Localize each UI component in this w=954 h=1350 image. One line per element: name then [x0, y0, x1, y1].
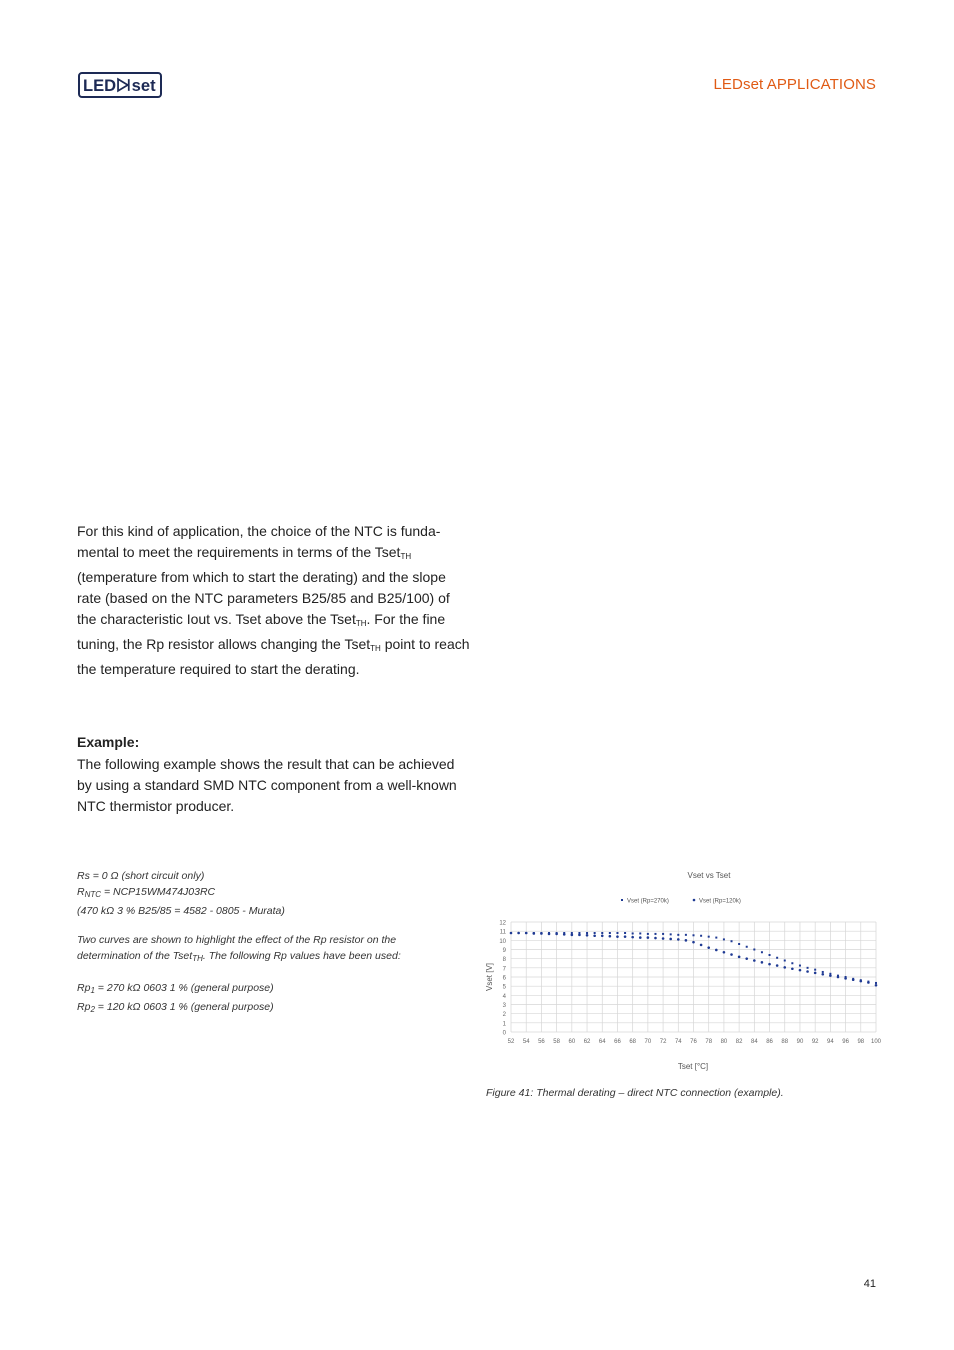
- data-point-rp270k: [586, 932, 588, 934]
- data-point-rp270k: [791, 962, 793, 964]
- y-tick-label: 4: [502, 993, 506, 1000]
- data-point-rp120k: [517, 932, 520, 935]
- ledset-logo-mark: [83, 75, 157, 95]
- subscript: TH: [355, 619, 367, 628]
- y-tick-label: 12: [499, 920, 506, 927]
- data-point-rp120k: [829, 974, 832, 977]
- data-point-rp120k: [631, 936, 634, 939]
- x-tick-label: 98: [857, 1039, 865, 1045]
- note-text: = NCP15WM474J03RC: [101, 886, 216, 898]
- data-point-rp120k: [783, 966, 786, 969]
- note-text: Rp: [77, 1001, 91, 1013]
- page-number: 41: [863, 1278, 876, 1290]
- chart-grid: [511, 922, 876, 1032]
- data-point-rp120k: [533, 932, 536, 935]
- intro-text: (temperature from which to start the derating) and the slope rate (based on the NTC parameters B25/85 and B25/100) of the characteristic Iout vs. Tset above the Tset: [77, 569, 450, 627]
- x-tick-label: 80: [720, 1039, 728, 1045]
- data-point-rp120k: [738, 956, 741, 959]
- data-point-rp120k: [609, 935, 612, 938]
- data-point-rp120k: [540, 932, 543, 935]
- data-point-rp120k: [730, 953, 733, 956]
- subscript: 2: [90, 1005, 95, 1014]
- example-paragraph: The following example shows the result that can be achieved by using a standard SMD NTC component from a well-known NTC thermistor producer.: [77, 756, 457, 814]
- rp1-note: [77, 980, 407, 999]
- x-tick-label: 52: [507, 1039, 515, 1045]
- data-point-rp120k: [563, 933, 566, 936]
- svg-text:set: set: [131, 75, 156, 95]
- data-point-rp270k: [753, 949, 755, 951]
- data-point-rp270k: [875, 982, 877, 984]
- data-point-rp120k: [616, 935, 619, 938]
- rp2-note: [77, 999, 407, 1018]
- x-tick-label: 54: [522, 1039, 530, 1045]
- x-tick-label: 66: [614, 1039, 621, 1045]
- data-point-rp270k: [708, 936, 710, 938]
- data-point-rp120k: [593, 934, 596, 937]
- data-point-rp120k: [647, 936, 650, 939]
- intro-text: point to reach the temperature required to start the derating.: [77, 636, 470, 677]
- y-tick-label: 1: [502, 1021, 506, 1028]
- ledset-logo: [78, 72, 162, 98]
- data-point-rp270k: [784, 960, 786, 962]
- x-tick-label: 58: [553, 1039, 560, 1045]
- example-heading: Example:: [77, 734, 140, 750]
- y-tick-label: 8: [502, 957, 506, 964]
- data-point-rp270k: [769, 954, 771, 956]
- data-point-rp270k: [601, 932, 603, 934]
- intro-paragraph: [77, 521, 472, 680]
- legend-label: Vset (Rp=120k): [699, 898, 741, 905]
- data-point-rp270k: [624, 932, 626, 934]
- data-point-rp120k: [791, 967, 794, 970]
- data-point-rp120k: [685, 939, 688, 942]
- data-point-rp120k: [806, 970, 809, 973]
- data-point-rp120k: [761, 961, 764, 964]
- data-point-rp120k: [571, 934, 574, 937]
- data-point-rp120k: [555, 933, 558, 936]
- rntc-note: [77, 884, 407, 903]
- note-text: = 270 kΩ 0603 1 % (general purpose): [94, 982, 274, 994]
- data-point-rp270k: [632, 932, 634, 934]
- data-point-rp120k: [669, 938, 672, 941]
- data-point-rp270k: [693, 934, 695, 936]
- chart-legend: [621, 899, 741, 905]
- note-text: Rp: [77, 982, 91, 994]
- data-point-rp120k: [639, 936, 642, 939]
- vset-vs-tset-chart: [482, 862, 882, 1076]
- x-tick-label: 82: [735, 1039, 743, 1045]
- rp-values: [77, 980, 407, 1018]
- x-tick-label: 92: [811, 1039, 819, 1045]
- data-point-rp120k: [753, 959, 756, 962]
- data-point-rp120k: [578, 934, 581, 937]
- legend-marker: [693, 899, 696, 902]
- note-text: Two curves are shown to highlight the effect of the Rp resistor on the determination of the Tset: [77, 934, 397, 962]
- data-point-rp270k: [814, 969, 816, 971]
- y-tick-label: 7: [502, 966, 506, 973]
- subscript: TH: [400, 552, 412, 561]
- x-tick-label: 72: [659, 1039, 667, 1045]
- y-tick-label: 2: [502, 1012, 506, 1019]
- x-tick-label: 64: [598, 1039, 606, 1045]
- chart-title: Vset vs Tset: [687, 871, 731, 880]
- data-point-rp270k: [715, 937, 717, 939]
- data-point-rp270k: [654, 933, 656, 935]
- data-point-rp120k: [867, 981, 870, 984]
- data-point-rp120k: [852, 978, 855, 981]
- data-point-rp270k: [647, 933, 649, 935]
- data-point-rp120k: [799, 969, 802, 972]
- data-point-rp270k: [639, 932, 641, 934]
- x-tick-label: 62: [583, 1039, 591, 1045]
- x-tick-label: 56: [538, 1039, 545, 1045]
- data-point-rp120k: [715, 949, 718, 952]
- x-tick-label: 94: [827, 1039, 834, 1045]
- legend-marker: [621, 899, 623, 901]
- data-point-rp120k: [654, 937, 657, 940]
- data-point-rp120k: [601, 934, 604, 937]
- legend-label: Vset (Rp=270k): [627, 898, 669, 905]
- data-point-rp270k: [609, 932, 611, 934]
- data-point-rp120k: [624, 935, 627, 938]
- y-tick-label: 10: [499, 938, 506, 945]
- data-point-rp270k: [738, 943, 740, 945]
- x-tick-label: 76: [690, 1039, 697, 1045]
- data-point-rp270k: [822, 971, 824, 973]
- x-tick-label: 78: [705, 1039, 713, 1045]
- data-point-rp270k: [723, 938, 725, 940]
- x-tick-label: 86: [766, 1039, 773, 1045]
- data-point-rp270k: [677, 934, 679, 936]
- data-point-rp270k: [731, 940, 733, 942]
- y-tick-label: 3: [502, 1003, 506, 1009]
- y-tick-label: 9: [502, 948, 506, 954]
- data-point-rp270k: [746, 946, 748, 948]
- x-tick-label: 84: [750, 1039, 758, 1045]
- subscript: 1: [90, 986, 95, 995]
- y-tick-label: 11: [499, 929, 506, 936]
- y-tick-label: 6: [502, 975, 506, 982]
- section-title: LEDset APPLICATIONS: [713, 76, 876, 93]
- data-point-rp270k: [799, 965, 801, 967]
- data-point-rp120k: [586, 934, 589, 937]
- data-point-rp120k: [707, 946, 710, 949]
- data-point-rp120k: [821, 973, 824, 976]
- data-point-rp120k: [844, 977, 847, 980]
- data-point-rp270k: [700, 935, 702, 937]
- x-tick-label: 60: [568, 1039, 576, 1045]
- data-point-rp270k: [594, 932, 596, 934]
- data-point-rp270k: [685, 934, 687, 936]
- x-tick-label: 90: [796, 1039, 804, 1045]
- figure-caption: Figure 41: Thermal derating – direct NTC connection (example).: [486, 1087, 784, 1099]
- x-axis-label: Tset [°C]: [677, 1062, 709, 1071]
- subscript: NTC: [84, 890, 102, 899]
- data-point-rp120k: [859, 980, 862, 983]
- data-point-rp120k: [776, 964, 779, 967]
- y-axis-label: Vset [V]: [485, 962, 494, 992]
- data-point-rp120k: [723, 951, 726, 954]
- data-point-rp120k: [548, 933, 551, 936]
- data-point-rp120k: [875, 984, 878, 987]
- component-notes: [77, 868, 407, 919]
- curves-note: [77, 932, 407, 967]
- data-point-rp270k: [616, 932, 618, 934]
- data-point-rp270k: [761, 951, 763, 953]
- data-point-rp120k: [768, 963, 771, 966]
- data-point-rp120k: [837, 976, 840, 979]
- data-point-rp270k: [776, 957, 778, 959]
- rs-note: Rs = 0 Ω (short circuit only): [77, 870, 205, 882]
- intro-text: For this kind of application, the choice of the NTC is funda-mental to meet the requirements in terms of the Tset: [77, 523, 441, 560]
- note-text: = 120 kΩ 0603 1 % (general purpose): [94, 1001, 274, 1013]
- data-point-rp120k: [525, 932, 528, 935]
- data-point-rp120k: [510, 932, 513, 935]
- x-tick-label: 74: [674, 1039, 682, 1045]
- note-text: . The following Rp values have been used:: [202, 950, 401, 962]
- y-tick-label: 5: [502, 984, 506, 991]
- x-tick-label: 88: [781, 1039, 789, 1045]
- rntc-spec-note: (470 kΩ 3 % B25/85 = 4582 - 0805 - Murata): [77, 905, 285, 917]
- x-tick-label: 68: [629, 1039, 637, 1045]
- data-point-rp270k: [662, 933, 664, 935]
- note-text: R: [77, 886, 85, 898]
- subscript: TH: [192, 954, 203, 963]
- data-point-rp270k: [670, 933, 672, 935]
- data-point-rp120k: [814, 972, 817, 975]
- data-point-rp120k: [745, 957, 748, 960]
- data-point-rp120k: [700, 944, 703, 947]
- x-tick-label: 100: [870, 1039, 882, 1045]
- intro-text: . For the fine tuning, the Rp resistor allows changing the Tset: [77, 611, 446, 652]
- y-tick-label: 0: [502, 1030, 506, 1037]
- data-point-rp120k: [662, 937, 665, 940]
- x-tick-label: 70: [644, 1039, 652, 1045]
- data-point-rp270k: [807, 967, 809, 969]
- x-tick-label: 96: [842, 1039, 849, 1045]
- data-point-rp120k: [692, 941, 695, 944]
- data-point-rp120k: [677, 938, 680, 941]
- svg-text:LED: LED: [83, 75, 117, 95]
- subscript: TH: [370, 644, 381, 653]
